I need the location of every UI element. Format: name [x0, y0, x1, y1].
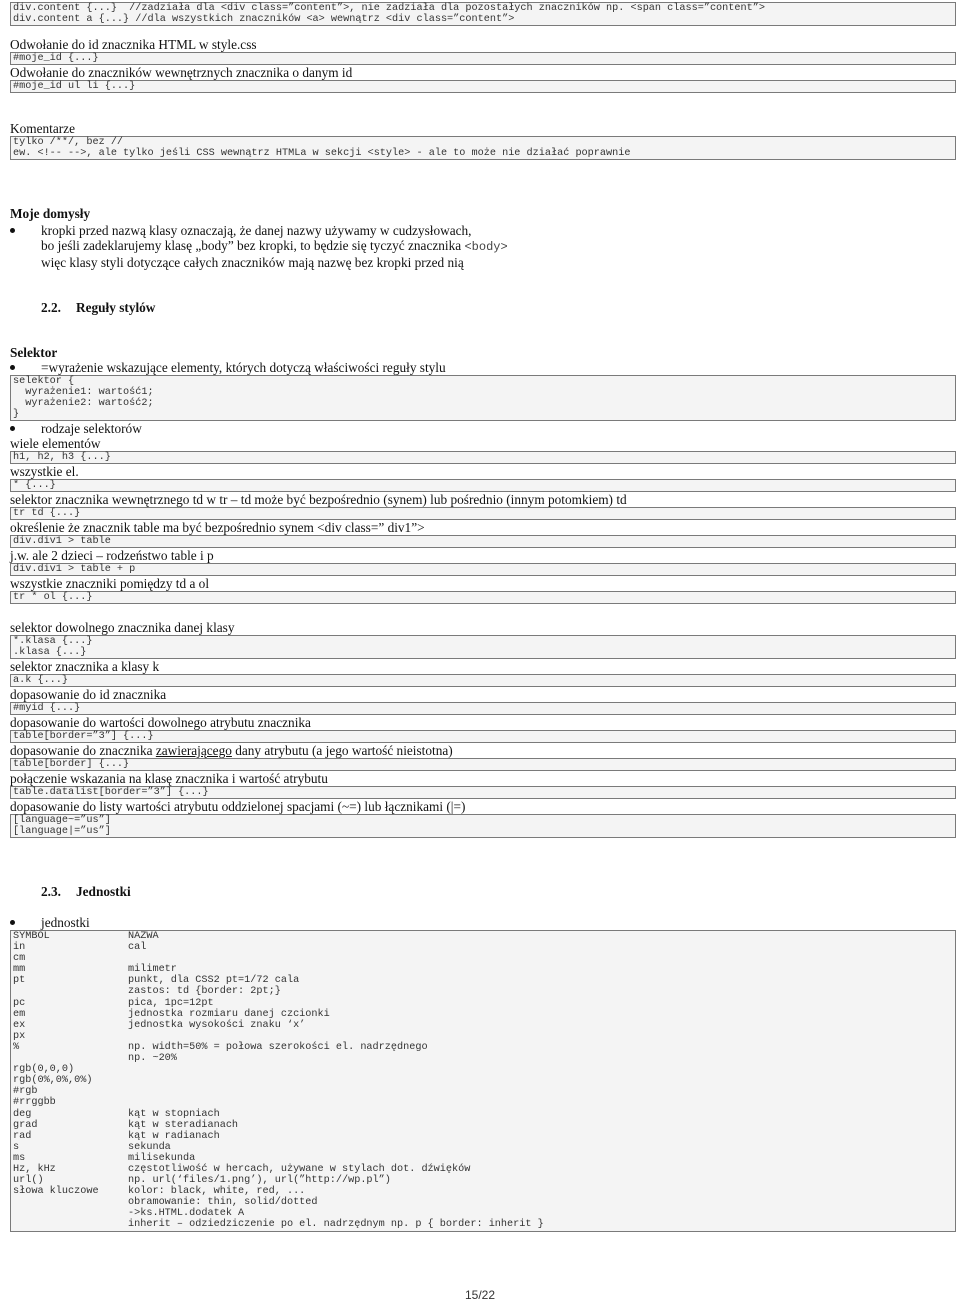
units-name: pica, 1pc=12pt	[128, 997, 214, 1009]
units-name: np. url(‘files/1.png’), url(”http://wp.pl”)	[128, 1175, 391, 1187]
units-row	[13, 1120, 953, 1131]
rule-label: wiele elementów	[10, 436, 101, 451]
code-line: div.div1 > table	[13, 536, 111, 547]
units-name: jednostka rozmiaru danej czcionki	[128, 1008, 330, 1020]
units-row	[13, 1053, 953, 1064]
code-line: selektor {	[13, 376, 75, 387]
units-row	[13, 1186, 953, 1197]
code-block-comments: tylko /**/, bez // ew. <!-- -->, ale tylko jeśli CSS wewnątrz HTMLa w sekcji <style> - ale to może nie działać poprawnie	[10, 136, 956, 160]
units-name: częstotliwość w hercach, używane w stylach dot. dźwięków	[128, 1163, 471, 1175]
units-symbol	[13, 1208, 128, 1219]
comments-title: Komentarze	[10, 121, 75, 136]
rule-label: dopasowanie do id znacznika	[10, 687, 167, 702]
units-row	[13, 1142, 953, 1153]
rule-code	[10, 507, 956, 520]
rule-label: wszystkie znaczniki pomiędzy td a ol	[10, 576, 210, 591]
selector-title: Selektor	[10, 345, 58, 360]
units-row	[13, 942, 953, 953]
units-name: np. ~20%	[128, 1053, 177, 1065]
units-row	[13, 1164, 953, 1175]
page-number: 15/22	[464, 1288, 496, 1302]
rule-code	[10, 635, 956, 659]
units-name: cal	[128, 942, 147, 954]
code-line: a.k {...}	[13, 675, 69, 686]
code-line: }	[13, 409, 20, 420]
units-row	[13, 1109, 953, 1120]
code-line: * {...}	[13, 480, 56, 491]
units-row	[13, 1075, 953, 1086]
units-name: kąt w stopniach	[128, 1108, 220, 1120]
code-line: #myid {...}	[13, 703, 81, 714]
units-symbol: #rgb	[13, 1086, 38, 1098]
units-row	[13, 1009, 953, 1020]
guesses-title: Moje domysły	[10, 206, 91, 221]
code-line: table.datalist[border=”3”] {...}	[13, 787, 209, 798]
units-row	[13, 953, 953, 964]
units-symbol	[13, 986, 128, 997]
units-symbol: deg	[13, 1108, 32, 1120]
units-row	[13, 975, 953, 986]
units-symbol	[13, 1197, 128, 1208]
rule-code	[10, 814, 956, 838]
units-symbol: słowa kluczowe	[13, 1186, 99, 1198]
code-line: h1, h2, h3 {...}	[13, 452, 111, 463]
id-ref-title-2: Odwołanie do znaczników wewnętrznych znacznika o danym id	[10, 65, 353, 80]
rule-code	[10, 786, 956, 799]
code-block-id: #moje_id {...}	[10, 52, 956, 65]
rule-code	[10, 674, 956, 687]
rule-code	[10, 730, 956, 743]
code-line: table[border=”3”] {...}	[13, 731, 154, 742]
units-symbol: rgb(0%,0%,0%)	[13, 1075, 93, 1087]
code-line: div.content a {...} //dla wszystkich znaczników <a> wewnątrz <div class=”content”>	[13, 14, 515, 25]
units-row	[13, 1064, 953, 1075]
units-symbol: em	[13, 1008, 26, 1020]
rule-code	[10, 758, 956, 771]
rule-code	[10, 535, 956, 548]
units-name: np. width=50% = połowa szerokości el. nadrzędnego	[128, 1041, 428, 1053]
code-block-top	[10, 2, 956, 26]
code-line: [language~=”us”]	[13, 815, 111, 826]
units-name: zastos: td {border: 2pt;}	[128, 986, 281, 998]
units-row	[13, 931, 953, 942]
bullet-dot	[10, 365, 15, 370]
units-row	[13, 1153, 953, 1164]
units-symbol: ex	[13, 1019, 26, 1031]
rule-label: selektor znacznika a klasy k	[10, 659, 160, 674]
rule-label: j.w. ale 2 dzieci – rodzeństwo table i p	[10, 548, 214, 563]
bullet-dot	[10, 228, 15, 233]
code-block-selector	[10, 375, 956, 421]
units-name: kolor: black, white, red, ...	[128, 1186, 306, 1198]
units-row	[13, 1219, 953, 1230]
code-line: .klasa {...}	[13, 647, 87, 658]
rule-label: dopasowanie do wartości dowolnego atrybutu znacznika	[10, 715, 311, 730]
units-row	[13, 986, 953, 997]
units-symbol: rgb(0,0,0)	[13, 1064, 75, 1076]
rule-code	[10, 479, 956, 492]
units-symbol: Hz, kHz	[13, 1163, 56, 1175]
section-2-3-heading: 2.3. Jednostki	[41, 884, 131, 899]
units-symbol: url()	[13, 1175, 44, 1187]
units-row	[13, 964, 953, 975]
units-symbol: SYMBOL	[13, 931, 50, 942]
units-row	[13, 1197, 953, 1208]
code-line: tr td {...}	[13, 508, 81, 519]
units-symbol	[13, 1219, 128, 1230]
code-block-id-ul: #moje_id ul li {...}	[10, 80, 956, 93]
guesses-bullet: kropki przed nazwą klasy oznaczają, że danej nazwy używamy w cudzysłowach, bo jeśli zadeklarujemy klasę „body” bez kropki, to będzie się tyczyć znacznika <body> więc klasy styli dotyczące całych znaczników mają nazwę bez kropki przed nią	[10, 223, 956, 270]
units-symbol: s	[13, 1141, 20, 1153]
selector-kinds-bullet: rodzaje selektorów	[10, 421, 956, 436]
units-symbol	[13, 1053, 128, 1064]
selector-rules-2	[10, 620, 956, 838]
bullet-dot	[10, 426, 15, 431]
rule-label: selektor dowolnego znacznika danej klasy	[10, 620, 235, 635]
code-line: *.klasa {...}	[13, 636, 93, 647]
rule-label: dopasowanie do znacznika zawierającego dany atrybutu (a jego wartość nieistotna)	[10, 743, 453, 758]
code-line: wyrażenie1: wartość1;	[13, 387, 154, 398]
rule-label: połączenie wskazania na klasę znacznika i wartość atrybutu	[10, 771, 328, 786]
section-2-2-heading: 2.2. Reguły stylów	[41, 300, 156, 315]
units-symbol: in	[13, 942, 26, 954]
code-line: [language|=”us”]	[13, 826, 111, 837]
units-row	[13, 1031, 953, 1042]
units-table	[10, 930, 956, 1232]
units-symbol: #rrggbb	[13, 1097, 56, 1109]
units-row	[13, 1020, 953, 1031]
units-row	[13, 1097, 953, 1108]
selector-rules	[10, 436, 956, 604]
units-row	[13, 1208, 953, 1219]
rule-code	[10, 702, 956, 715]
units-name: kąt w steradianach	[128, 1119, 239, 1131]
units-name: ->ks.HTML.dodatek A	[128, 1208, 245, 1220]
units-name: milisekunda	[128, 1152, 196, 1164]
rule-code	[10, 591, 956, 604]
units-bullet: jednostki	[10, 915, 956, 930]
units-symbol: %	[13, 1041, 20, 1053]
units-name: inherit – odziedziczenie po el. nadrzędnym np. p { border: inherit }	[128, 1219, 544, 1231]
units-name: kąt w radianach	[128, 1130, 220, 1142]
code-line: div.content {...} //zadziała dla <div class=”content”>, nie zadziała dla pozostałych znaczników np. <span class=”content”>	[13, 3, 765, 14]
units-row	[13, 998, 953, 1009]
units-symbol: ms	[13, 1152, 26, 1164]
units-name: NAZWA	[128, 931, 159, 942]
rule-label: wszystkie el.	[10, 464, 79, 479]
units-name: milimetr	[128, 964, 177, 976]
bullet-dot	[10, 920, 15, 925]
rule-label: selektor znacznika wewnętrznego td w tr – td może być bezpośrednio (synem) lub pośrednio (innym potomkiem) td	[10, 492, 627, 507]
units-symbol: px	[13, 1030, 26, 1042]
units-row	[13, 1086, 953, 1097]
rule-code	[10, 563, 956, 576]
units-name: jednostka wysokości znaku ‘x’	[128, 1019, 306, 1031]
units-symbol: rad	[13, 1130, 32, 1142]
units-row	[13, 1131, 953, 1142]
code-line: wyrażenie2: wartość2;	[13, 398, 154, 409]
code-line: div.div1 > table + p	[13, 564, 136, 575]
rule-label: określenie że znacznik table ma być bezpośrednio synem <div class=” div1”>	[10, 520, 425, 535]
units-name: sekunda	[128, 1141, 171, 1153]
rule-code	[10, 451, 956, 464]
selector-bullet: =wyrażenie wskazujące elementy, których dotyczą właściwości reguły stylu	[10, 360, 956, 375]
units-symbol: mm	[13, 964, 26, 976]
units-symbol: pt	[13, 975, 26, 987]
rule-label: dopasowanie do listy wartości atrybutu oddzielonej spacjami (~=) lub łącznikami (|=)	[10, 799, 466, 814]
units-row	[13, 1042, 953, 1053]
units-symbol: grad	[13, 1119, 38, 1131]
id-ref-title: Odwołanie do id znacznika HTML w style.css	[10, 37, 257, 52]
units-symbol: cm	[13, 953, 26, 965]
units-symbol: pc	[13, 997, 26, 1009]
document-page	[10, 0, 956, 1232]
units-row	[13, 1175, 953, 1186]
code-line: table[border] {...}	[13, 759, 130, 770]
code-line: tr * ol {...}	[13, 592, 93, 603]
units-name: obramowanie: thin, solid/dotted	[128, 1197, 318, 1209]
units-name: punkt, dla CSS2 pt=1/72 cala	[128, 975, 300, 987]
